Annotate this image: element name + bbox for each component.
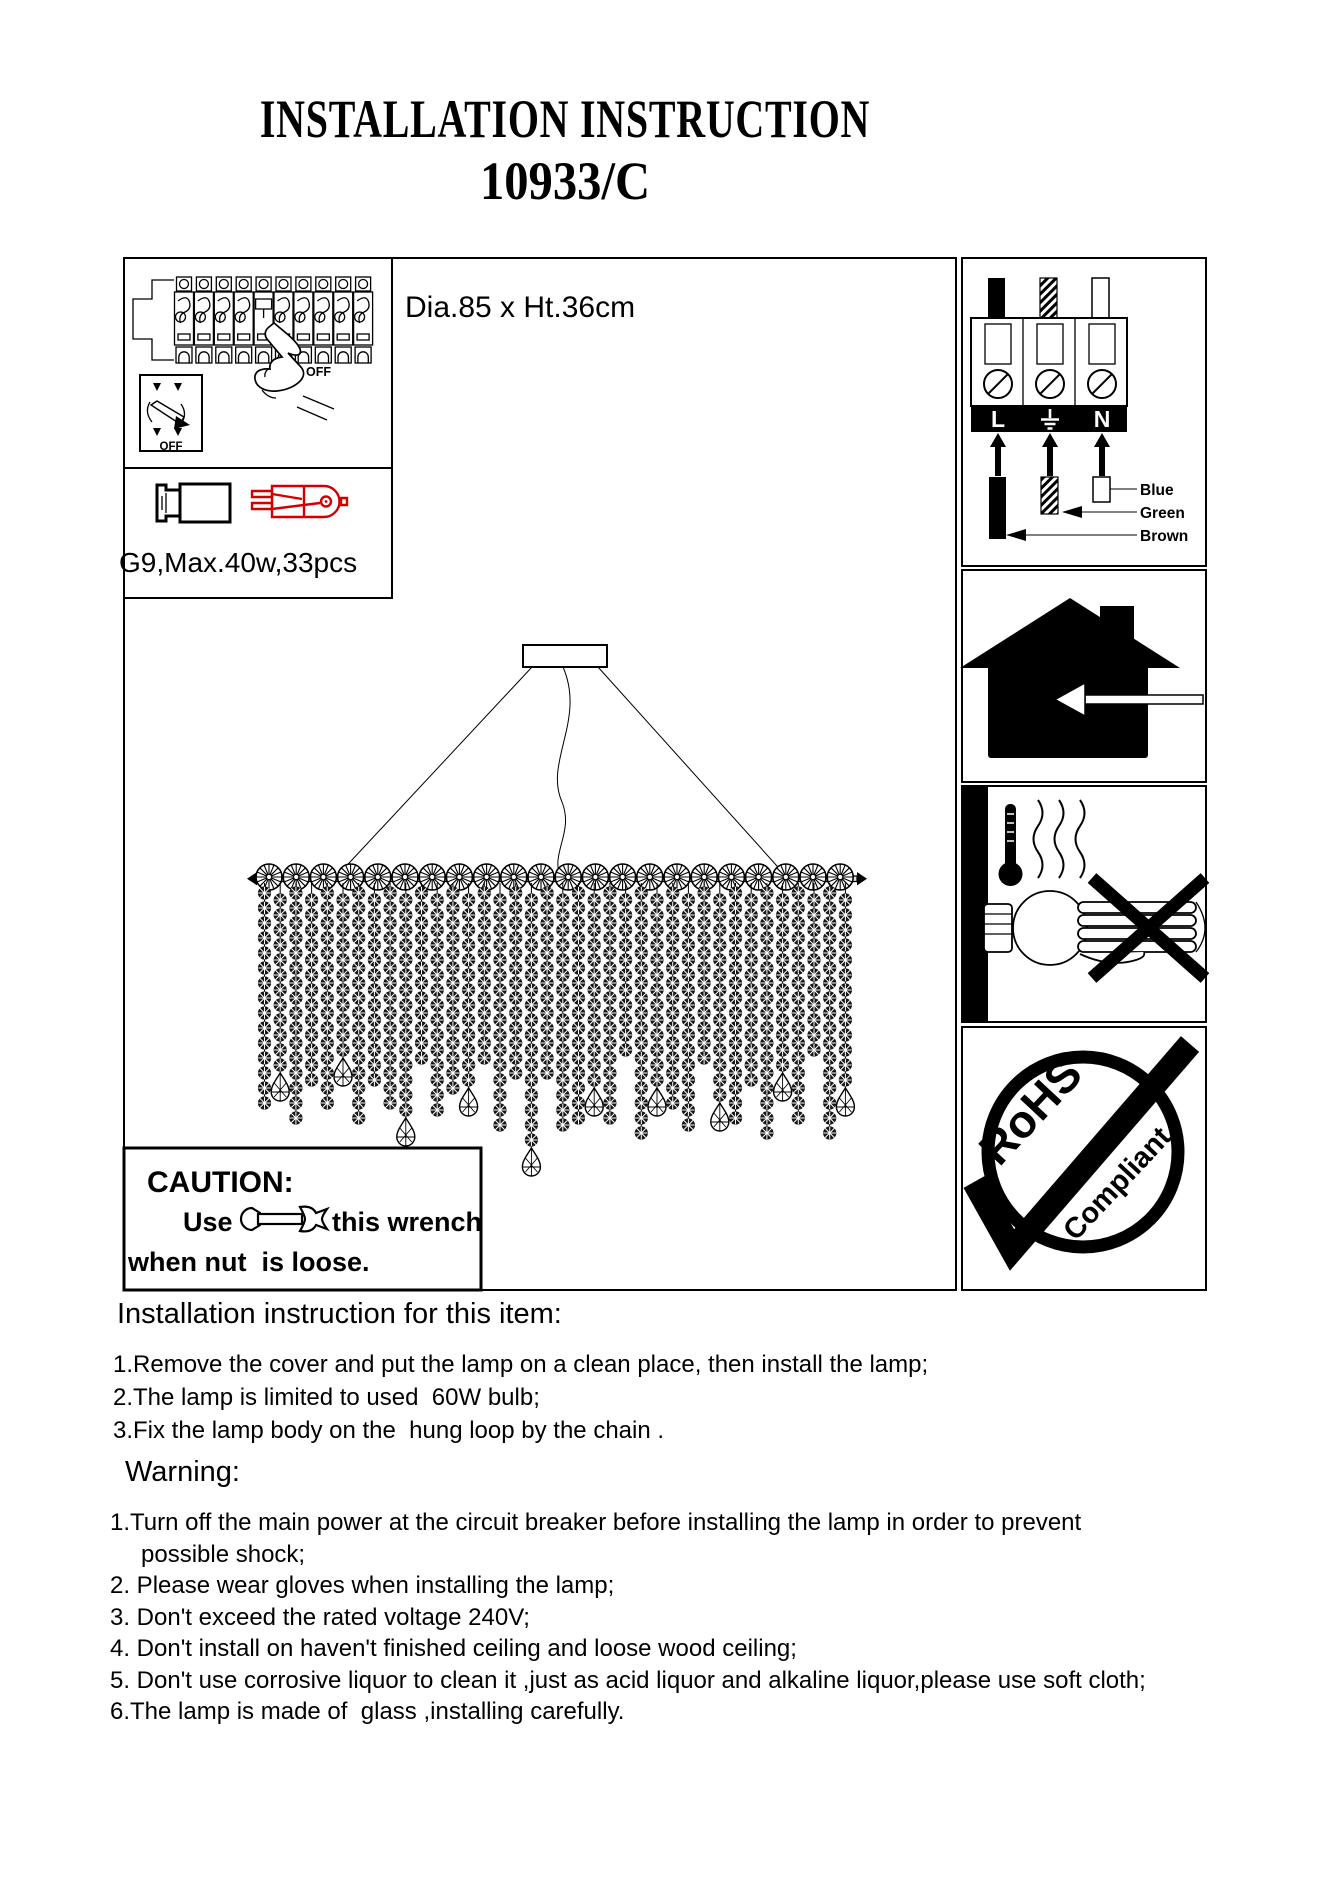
ceiling-canopy bbox=[523, 645, 607, 667]
installation-instructions-section bbox=[113, 1298, 1283, 1447]
page-title: INSTALLATION INSTRUCTION bbox=[259, 89, 871, 149]
warning-item: 4. Don't install on haven't finished ceiling and loose wood ceiling; bbox=[110, 1635, 797, 1662]
warning-heading: Warning: bbox=[125, 1456, 240, 1488]
wall-switch-icon bbox=[140, 375, 202, 451]
wire-blue-label: Blue bbox=[1140, 482, 1174, 499]
model-number: 10933/C bbox=[479, 151, 651, 211]
wire-brown-label: Brown bbox=[1140, 528, 1189, 545]
warning-item: 1.Turn off the main power at the circuit breaker before installing the lamp in order to prevent bbox=[110, 1509, 1082, 1536]
terminal-neutral-label: N bbox=[1093, 406, 1111, 432]
brown-wire-bottom bbox=[989, 477, 1006, 539]
brown-wire-top bbox=[988, 278, 1005, 318]
bulb-spec-box bbox=[124, 468, 392, 598]
warning-item: 3. Don't exceed the rated voltage 240V; bbox=[110, 1603, 530, 1631]
rohs-word: RoHS bbox=[968, 1047, 1093, 1175]
instruction-item: 3.Fix the lamp body on the hung loop by the chain . bbox=[113, 1417, 665, 1444]
rohs-compliant-word: Compliant bbox=[1057, 1121, 1178, 1247]
switch-off-label: OFF bbox=[159, 441, 183, 453]
green-wire-bottom bbox=[1041, 477, 1058, 514]
terminal-live-label: L bbox=[990, 406, 1006, 432]
blue-wire-top bbox=[1092, 278, 1109, 318]
instructions-heading: Installation instruction for this item: bbox=[117, 1298, 562, 1330]
caution-line2: when nut is loose. bbox=[128, 1247, 370, 1277]
caution-heading: CAUTION: bbox=[147, 1166, 294, 1199]
lamp-spec-label: G9,Max.40w,33pcs bbox=[119, 547, 358, 578]
wire-green-label: Green bbox=[1140, 505, 1185, 522]
caution-wrench-label: this wrench bbox=[332, 1207, 483, 1237]
warning-section bbox=[110, 1456, 1290, 1728]
instruction-item: 2.The lamp is limited to used 60W bulb; bbox=[113, 1384, 540, 1411]
dimensions-label: Dia.85 x Ht.36cm bbox=[405, 291, 636, 324]
green-wire-top bbox=[1040, 278, 1057, 318]
instruction-item: 1.Remove the cover and put the lamp on a clean place, then install the lamp; bbox=[113, 1351, 929, 1378]
warning-item: 2. Please wear gloves when installing the lamp; bbox=[110, 1572, 615, 1599]
warning-item: 6.The lamp is made of glass ,installing carefully. bbox=[110, 1698, 625, 1725]
blue-wire-bottom bbox=[1093, 477, 1110, 502]
warning-item: 5. Don't use corrosive liquor to clean it ,just as acid liquor and alkaline liquor,please use soft cloth; bbox=[110, 1666, 1146, 1694]
warning-item-continuation: possible shock; bbox=[141, 1540, 306, 1568]
caution-use-label: Use bbox=[183, 1207, 233, 1237]
breaker-off-label: OFF bbox=[306, 365, 331, 379]
